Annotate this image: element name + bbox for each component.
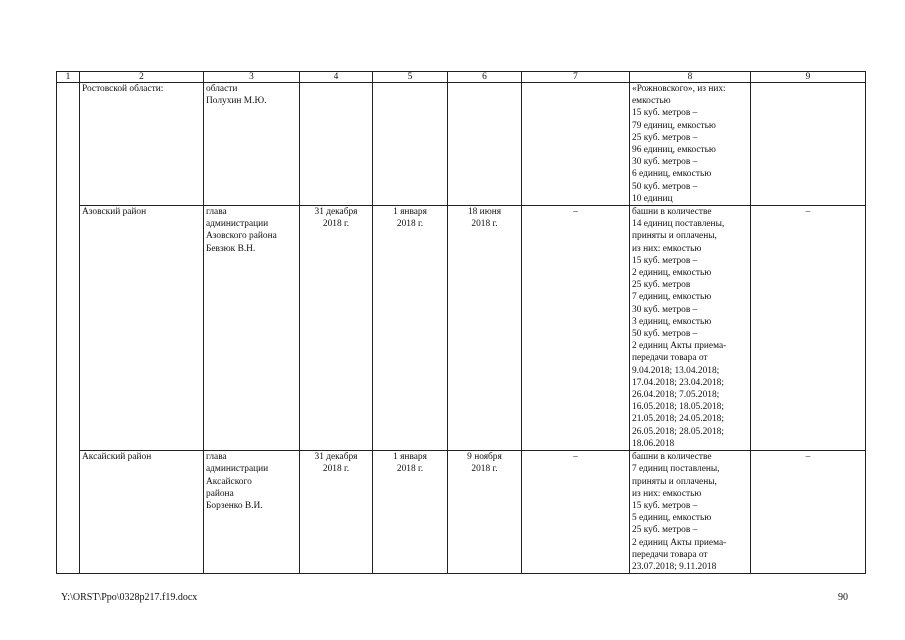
report-table xyxy=(56,71,866,574)
cell-text-line: 10 единиц xyxy=(632,193,673,204)
cell-text-line: 7 единиц, емкостью xyxy=(632,292,712,303)
cell-text-line: 16.05.2018; 18.05.2018; xyxy=(632,402,724,413)
cell-text-line: района xyxy=(206,488,234,499)
district-cell xyxy=(80,206,204,451)
cell-text-line: 18 июня xyxy=(467,207,502,218)
cell-text-line: из них: емкостью xyxy=(632,243,702,254)
cell-text-line: передачи товара от xyxy=(632,549,708,560)
page-number: 90 xyxy=(838,592,848,603)
cell-text-line: емкостью xyxy=(632,96,671,107)
cell-text-line: 2018 г. xyxy=(396,464,424,475)
official-cell xyxy=(204,206,300,451)
cell-text-line: 79 единиц, емкостью xyxy=(632,120,716,131)
cell-text-line: приняты и оплачены, xyxy=(632,476,717,487)
cell-text-line: области xyxy=(206,84,238,94)
cell-text-line: 9.04.2018; 13.04.2018; xyxy=(632,365,720,376)
cell-text-line: Азовский район xyxy=(82,207,147,218)
description-cell xyxy=(630,206,751,451)
cell-text-line: глава xyxy=(206,207,227,218)
cell-text-line: – xyxy=(805,207,811,218)
cell-text-line: администрации xyxy=(206,464,269,475)
column-header: 3 xyxy=(204,72,300,83)
deadline-cell xyxy=(300,206,373,451)
cell-text-line: 21.05.2018; 24.05.2018; xyxy=(632,414,724,425)
file-path-footer: Y:\ORST\Ppo\0328p217.f19.docx xyxy=(61,592,198,603)
cell-text-line: 31 декабря xyxy=(314,207,358,218)
cell-text-line: 23.07.2018; 9.11.2018 xyxy=(632,561,717,572)
cell-text-line: 30 куб. метров – xyxy=(632,304,698,315)
cell-text-line: 6 единиц, емкостью xyxy=(632,169,712,180)
cell-text-line: 96 единиц, емкостью xyxy=(632,145,716,156)
column-header: 5 xyxy=(373,72,448,83)
cell-text-line: Аксайский район xyxy=(82,452,152,463)
cell-text-line: 5 единиц, емкостью xyxy=(632,513,712,524)
description-cell xyxy=(630,83,751,206)
index-cell xyxy=(57,83,80,574)
start-date-cell xyxy=(373,451,448,574)
cell-text-line: Азовского района xyxy=(206,231,277,242)
cell-text-line: башни в количестве xyxy=(632,207,712,218)
column-header: 4 xyxy=(300,72,373,83)
cell-text-line: Аксайского xyxy=(206,476,252,487)
cell-text-line: 9 ноября xyxy=(467,452,502,463)
cell-text-line: – xyxy=(573,207,578,218)
cell-text-line: 2018 г. xyxy=(322,464,350,475)
column-header: 8 xyxy=(630,72,751,83)
column-header: 9 xyxy=(751,72,866,83)
cell-text-line: 7 единиц поставлены, xyxy=(632,464,720,475)
cell-text-line: Бевзюк В.Н. xyxy=(206,243,256,254)
column-9-cell xyxy=(751,83,866,206)
column-header: 1 xyxy=(57,72,80,83)
cell-text-line: приняты и оплачены, xyxy=(632,231,717,242)
cell-text-line: – xyxy=(573,452,578,463)
cell-text-line: глава xyxy=(206,452,227,463)
cell-text-line: 26.05.2018; 28.05.2018; xyxy=(632,426,724,437)
cell-text-line: 2018 г. xyxy=(396,219,424,230)
deadline-cell xyxy=(300,83,373,206)
cell-text-line: 31 декабря xyxy=(314,452,358,463)
cell-text-line: 50 куб. метров – xyxy=(632,329,698,340)
column-header: 2 xyxy=(80,72,204,83)
completion-date-cell xyxy=(448,206,522,451)
cell-text-line: 15 куб. метров – xyxy=(632,500,698,511)
cell-text-line: передачи товара от xyxy=(632,353,708,364)
column-7-cell xyxy=(522,83,630,206)
deadline-cell xyxy=(300,451,373,574)
cell-text-line: 18.06.2018 xyxy=(632,438,675,449)
table-body xyxy=(57,83,866,574)
cell-text-line: Ростовской области: xyxy=(82,84,164,94)
official-cell xyxy=(204,451,300,574)
district-cell xyxy=(80,83,204,206)
start-date-cell xyxy=(373,206,448,451)
cell-text-line: 25 куб. метров xyxy=(632,280,691,291)
cell-text-line: 30 куб. метров – xyxy=(632,157,698,168)
cell-text-line: из них: емкостью xyxy=(632,488,702,499)
column-header: 7 xyxy=(522,72,630,83)
column-header: 6 xyxy=(448,72,522,83)
cell-text-line: 3 единиц, емкостью xyxy=(632,316,712,327)
start-date-cell xyxy=(373,83,448,206)
cell-text-line: 26.04.2018; 7.05.2018; xyxy=(632,390,720,401)
cell-text-line: – xyxy=(805,452,811,463)
cell-text-line: 25 куб. метров – xyxy=(632,525,698,536)
cell-text-line: администрации xyxy=(206,219,269,230)
cell-text-line: 50 куб. метров – xyxy=(632,181,698,192)
table-row xyxy=(57,206,866,451)
cell-text-line: 15 куб. метров – xyxy=(632,108,698,119)
cell-text-line: 25 куб. метров – xyxy=(632,132,698,143)
column-7-cell xyxy=(522,206,630,451)
cell-text-line: 2 единиц Акты приема- xyxy=(632,537,727,548)
column-7-cell xyxy=(522,451,630,574)
column-9-cell xyxy=(751,451,866,574)
cell-text-line: 1 января xyxy=(393,207,427,218)
completion-date-cell xyxy=(448,83,522,206)
column-9-cell xyxy=(751,206,866,451)
cell-text-line: башни в количестве xyxy=(632,452,712,463)
cell-text-line: «Рожновского», из них: xyxy=(632,84,726,94)
table-row xyxy=(57,83,866,206)
district-cell xyxy=(80,451,204,574)
cell-text-line: 15 куб. метров – xyxy=(632,255,698,266)
cell-text-line: Полухин М.Ю. xyxy=(206,96,267,107)
cell-text-line: 2018 г. xyxy=(471,219,498,230)
cell-text-line: 2 единиц, емкостью xyxy=(632,268,712,279)
cell-text-line: 2018 г. xyxy=(322,219,350,230)
cell-text-line: 2018 г. xyxy=(471,464,498,475)
cell-text-line: 14 единиц поставлены, xyxy=(632,219,725,230)
official-cell xyxy=(204,83,300,206)
completion-date-cell xyxy=(448,451,522,574)
column-number-row xyxy=(57,72,866,83)
table-row xyxy=(57,451,866,574)
cell-text-line: Борзенко В.И. xyxy=(206,500,263,511)
description-cell xyxy=(630,451,751,574)
cell-text-line: 1 января xyxy=(393,452,427,463)
cell-text-line: 2 единиц Акты приема- xyxy=(632,341,727,352)
cell-text-line: 17.04.2018; 23.04.2018; xyxy=(632,377,724,388)
